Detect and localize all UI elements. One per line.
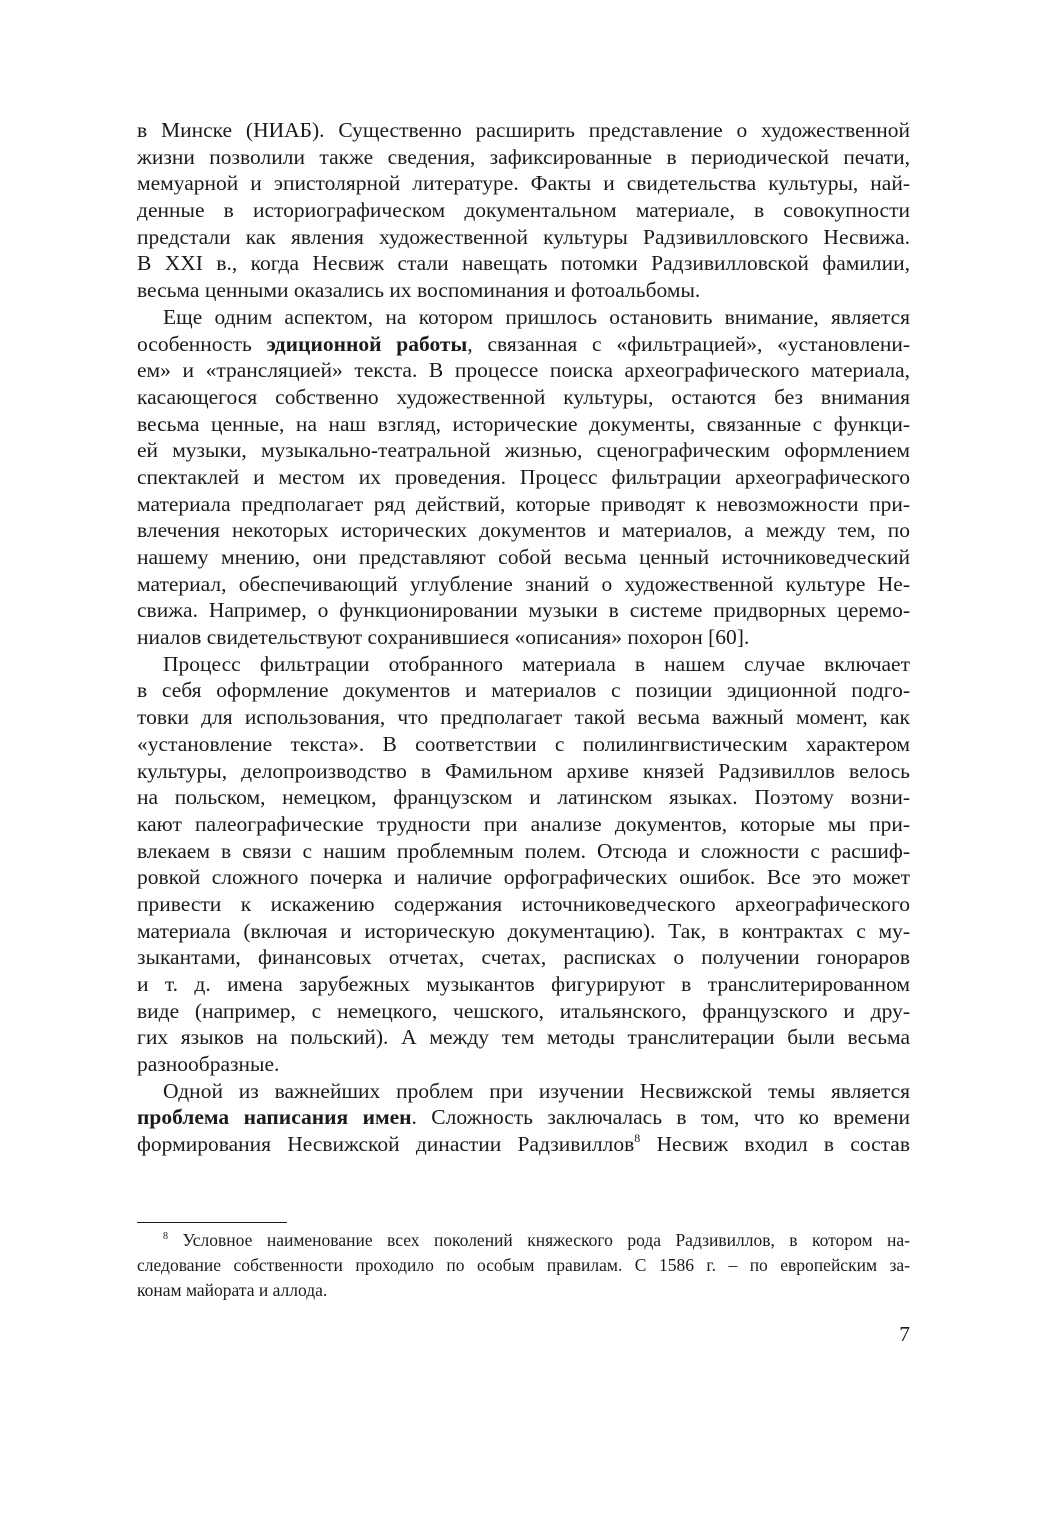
text-line — [137, 1104, 910, 1131]
text-run: формирования Несвижской династии Радзивиллов — [137, 1132, 635, 1157]
text-line: кают палеографические трудности при анализе документов, которые мы при- — [137, 811, 910, 836]
paragraph-2 — [137, 304, 910, 651]
text-line: влечения некоторых исторических документов и материалов, а между тем, по — [137, 518, 910, 543]
text-line: культуры, делопроизводство в Фамильном архиве князей Радзивиллов велось — [137, 758, 910, 783]
text-line: весьма ценные, на наш взгляд, исторические документы, связанные с функци- — [137, 411, 910, 436]
text-line: гих языков на польский). А между тем методы транслитерации были весьма — [137, 1025, 910, 1050]
text-line — [137, 331, 910, 358]
footnote-8 — [137, 1228, 910, 1303]
text-line: разнообразные. — [137, 1052, 280, 1077]
text-line: Одной из важнейших проблем при изучении Несвижской темы является — [163, 1078, 910, 1103]
text-line: и т. д. имена зарубежных музыкантов фигурируют в транслитерированном — [137, 972, 910, 996]
main-text — [137, 117, 910, 1158]
text-line: спектаклей и местом их проведения. Процесс фильтрации археографического — [137, 464, 910, 489]
text-line — [137, 1131, 910, 1158]
bold-term-edition-work: эдиционной работы — [266, 331, 468, 356]
page-number: 7 — [899, 1322, 910, 1346]
text-line: товки для использования, что предполагает такой весьма важный момент, как — [137, 705, 910, 730]
text-line: ем» и «трансляцией» текста. В процессе поиска археографического материала, — [137, 358, 910, 383]
footnote-line — [137, 1228, 910, 1253]
text-line: нашему мнению, они представляют собой весьма ценный источниковедческий — [137, 545, 910, 569]
paragraph-1 — [137, 117, 910, 304]
text-line: ровкой сложного почерка и наличие орфографических ошибок. Все это может — [137, 865, 910, 890]
text-line: мемуарной и эпистолярной литературе. Факты и свидетельства культуры, най- — [137, 171, 910, 196]
text-line: ей музыки, музыкально-театральной жизнью, сценографическим оформлением — [137, 438, 910, 463]
text-run: Несвиж входил в состав — [640, 1132, 911, 1157]
text-line: предстали как явления художественной культуры Радзивилловского Несвижа. — [137, 224, 910, 249]
text-line: свижа. Например, о функционировании музыки в системе придворных церемо- — [137, 598, 910, 623]
text-line: Процесс фильтрации отобранного материала в нашем случае включает — [163, 651, 910, 676]
text-line: материала (включая и историческую документацию). Так, в контрактах с му- — [137, 918, 910, 943]
paragraph-4 — [137, 1078, 910, 1158]
text-line: денные в историографическом документальном материале, в совокупности — [137, 198, 910, 223]
text-line: зыкантами, финансовых отчетах, счетах, расписках о получении гонораров — [137, 945, 910, 970]
text-line: «установление текста». В соответствии с полилингвистическим характером — [137, 731, 910, 756]
footnote-reference-8[interactable]: 8 — [634, 1131, 641, 1146]
text-line: жизни позволили также сведения, зафиксированные в периодической печати, — [137, 144, 910, 169]
text-run: Условное наименование всех поколений княжеского рода Радзивиллов, в котором на- — [168, 1230, 910, 1250]
text-line: в себя оформление документов и материалов с позиции эдиционной подго- — [137, 678, 910, 703]
bold-term-name-spelling: проблема написания имен — [137, 1105, 412, 1130]
text-run: . Сложность заключалась в том, что ко времени — [411, 1105, 910, 1130]
text-line: на польском, немецком, французском и латинском языках. Поэтому возни- — [137, 785, 910, 810]
text-line: привести к искажению содержания источниковедческого археографического — [137, 891, 910, 916]
footnote-separator — [137, 1222, 287, 1223]
footnote-line: конам майората и аллода. — [137, 1280, 328, 1300]
text-line: в Минске (НИАБ). Существенно расширить представление о художественной — [137, 118, 910, 142]
text-line: материала предполагает ряд действий, которые приводят к невозможности при- — [137, 491, 910, 516]
footnote-marker: 8 — [163, 1231, 168, 1242]
text-line: ниалов свидетельствуют сохранившиеся «описания» похорон [60]. — [137, 625, 750, 650]
text-run: особенность — [137, 331, 267, 356]
text-line: Еще одним аспектом, на котором пришлось остановить внимание, является — [163, 304, 910, 329]
text-line: весьма ценными оказались их воспоминания и фотоальбомы. — [137, 278, 701, 303]
footnote-line: следование собственности проходило по особым правилам. С 1586 г. – по европейским за- — [137, 1255, 910, 1275]
text-line: виде (например, с немецкого, чешского, итальянского, французского и дру- — [137, 998, 910, 1023]
text-line: касающегося собственно художественной культуры, остаются без внимания — [137, 384, 910, 409]
text-run: , связанная с «фильтрацией», «установлени- — [467, 331, 910, 356]
text-line: материал, обеспечивающий углубление знаний о художественной культуре Не- — [137, 571, 910, 596]
text-line: влекаем в связи с нашим проблемным полем. Отсюда и сложности с расшиф- — [137, 838, 910, 863]
paragraph-3 — [137, 651, 910, 1078]
text-line: В XXI в., когда Несвиж стали навещать потомки Радзивилловской фамилии, — [137, 251, 910, 276]
